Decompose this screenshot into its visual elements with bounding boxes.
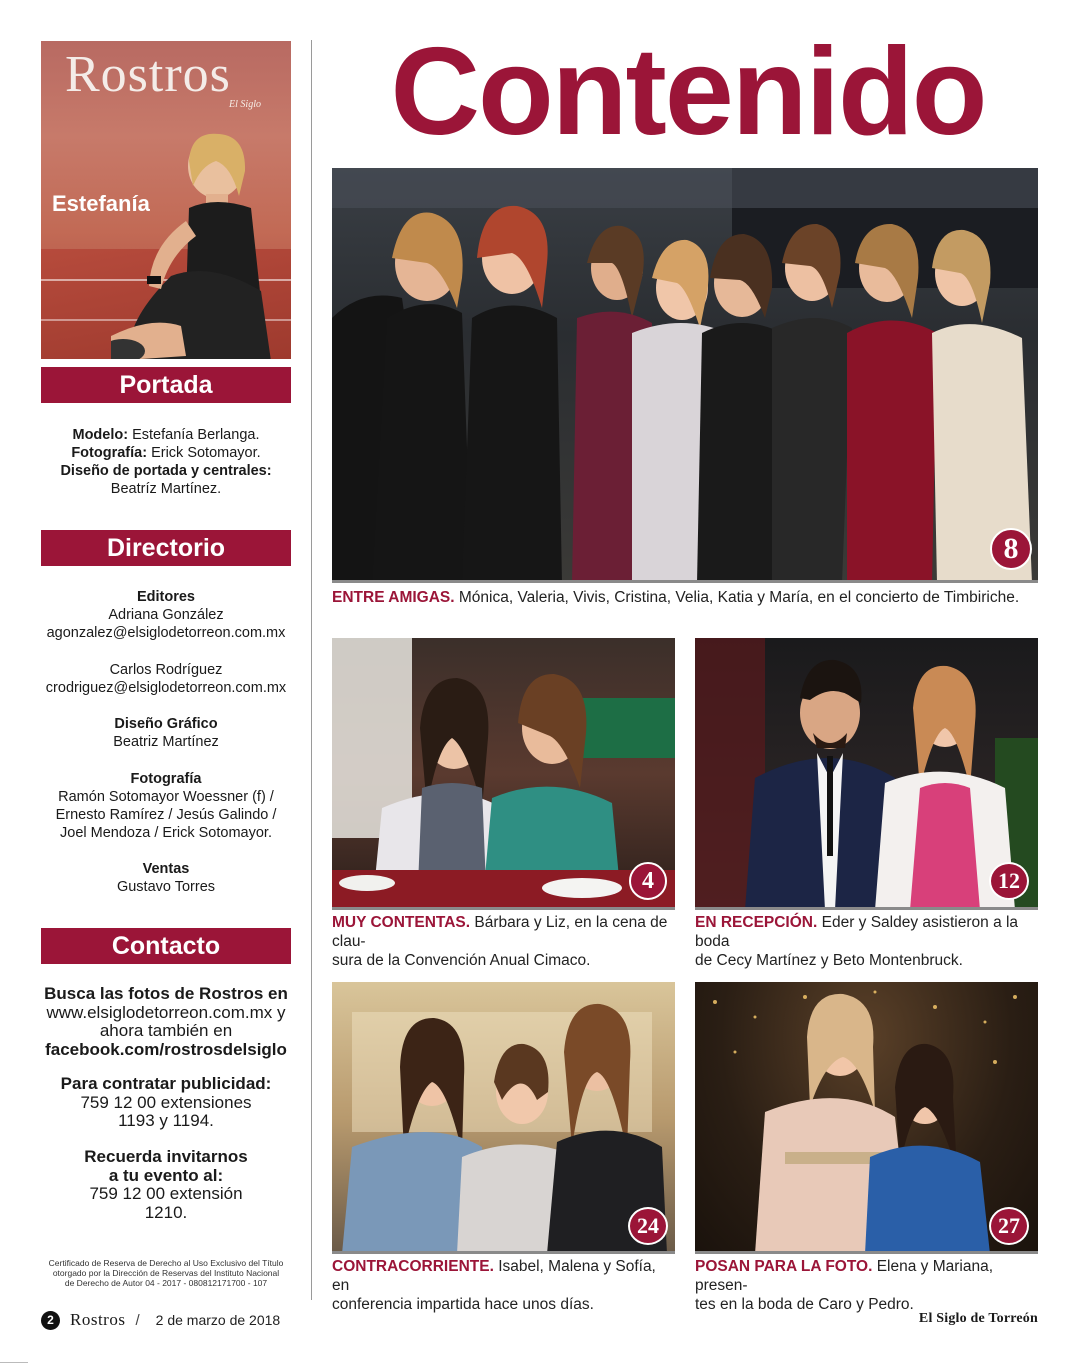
group-of-women (332, 168, 1038, 583)
three-girls (332, 982, 675, 1254)
editor-name: Adriana González (108, 607, 224, 623)
directorio-ventas (41, 860, 291, 896)
caption-lead: MUY CONTENTAS. (332, 914, 471, 931)
footer-publisher: El Siglo de Torreón (918, 1311, 1038, 1326)
contacto-heading: Contacto (41, 928, 291, 964)
legal-notice (41, 1258, 291, 1288)
contact-line: 1210. (144, 1202, 188, 1222)
fotografia-line: Ramón Sotomayor Woessner (f) / (58, 789, 274, 805)
cover-subbrand: El Siglo (229, 99, 261, 110)
photo-contracorriente[interactable] (332, 982, 675, 1254)
contact-line: Recuerda invitarnos (84, 1147, 248, 1166)
caption-text: Eder y Saldey asistieron a la boda (695, 914, 1019, 950)
page-title: Contenido (390, 23, 986, 161)
directorio-editor-2 (41, 661, 291, 697)
fotografia-line: Joel Mendoza / Erick Sotomayor. (60, 825, 272, 841)
directorio-editores (41, 588, 291, 642)
ventas-name: Gustavo Torres (116, 879, 216, 895)
credit-line-model: Modelo: Estefanía Berlanga. (72, 427, 260, 443)
page-badge: 27 (989, 1207, 1029, 1245)
caption-lead: CONTRACORRIENTE. (332, 1258, 494, 1275)
credit-line-design: Diseño de portada y centrales: (60, 463, 272, 479)
contact-line: Busca las fotos de Rostros en (44, 984, 288, 1003)
caption-posan-para-la-foto (695, 1257, 1038, 1314)
photo-muy-contentas[interactable] (332, 638, 675, 910)
contact-website[interactable]: www.elsiglodetorreon.com.mx y (46, 1002, 286, 1022)
footer-left (41, 1308, 280, 1332)
contacto-eventos (41, 1148, 291, 1222)
caption-muy-contentas (332, 913, 675, 970)
cover-image (41, 41, 291, 359)
footer-rule (0, 1362, 28, 1363)
page-badge: 12 (989, 862, 1029, 900)
caption-text: Isabel, Malena y Sofía, en (332, 1258, 656, 1294)
footer-date: 2 de marzo de 2018 (155, 1312, 281, 1328)
mother-daughter-wedding (695, 982, 1038, 1254)
caption-text: Elena y Mariana, presen- (695, 1258, 994, 1294)
two-women-dinner (332, 638, 675, 910)
editor-email[interactable]: agonzalez@elsiglodetorreon.com.mx (46, 625, 286, 641)
page-badge: 4 (629, 862, 667, 900)
contacto-publicidad (41, 1075, 291, 1131)
caption-entre-amigas (332, 588, 1038, 607)
directorio-fotografia (41, 770, 291, 842)
footer-brand: Rostros (70, 1310, 126, 1329)
diseno-name: Beatriz Martínez (113, 734, 219, 750)
legal-line: Certificado de Reserva de Derecho al Uso Exclusivo del Título (48, 1258, 284, 1268)
column-divider (311, 40, 312, 1300)
caption-text: conferencia impartida hace unos días. (332, 1296, 594, 1313)
editor-email[interactable]: crodriguez@elsiglodetorreon.com.mx (45, 680, 287, 696)
credit-line-photo: Fotografía: Erick Sotomayor. (71, 445, 261, 461)
photo-en-recepcion[interactable] (695, 638, 1038, 910)
caption-text: Mónica, Valeria, Vivis, Cristina, Velia, Katia y María, en el concierto de Timbiriche. (454, 589, 1020, 606)
contact-facebook[interactable]: facebook.com/rostrosdelsiglo (45, 1039, 287, 1059)
cover-model-name: Estefanía (52, 191, 150, 216)
fotografia-head: Fotografía (130, 771, 202, 787)
contact-line: Para contratar publicidad: (60, 1074, 272, 1093)
cover-brand: Rostros (65, 46, 231, 103)
legal-line: otorgado por la Dirección de Reservas del Instituto Nacional (52, 1268, 280, 1278)
editores-head: Editores (136, 589, 195, 605)
contact-phone: 759 12 00 extensiones (80, 1092, 252, 1112)
page-number: 2 (41, 1311, 60, 1330)
page-badge: 24 (628, 1207, 668, 1245)
credit-line-designer: Beatríz Martínez. (110, 481, 222, 497)
caption-text: de Cecy Martínez y Beto Montenbruck. (695, 952, 963, 969)
ventas-head: Ventas (142, 861, 190, 877)
caption-text: Bárbara y Liz, en la cena de clau- (332, 914, 668, 950)
contact-phone: 759 12 00 extensión (89, 1184, 243, 1203)
cover-model-figure (111, 126, 291, 359)
fotografia-line: Ernesto Ramírez / Jesús Galindo / (55, 807, 277, 823)
photo-entre-amigas[interactable] (332, 168, 1038, 583)
caption-lead: ENTRE AMIGAS. (332, 589, 455, 606)
caption-text: sura de la Convención Anual Cimaco. (332, 952, 591, 969)
directorio-diseno (41, 715, 291, 751)
footer-separator: / (135, 1311, 140, 1329)
caption-contracorriente (332, 1257, 675, 1314)
page-badge: 8 (990, 528, 1032, 570)
contact-line: 1193 y 1194. (118, 1111, 214, 1130)
couple-reception (695, 638, 1038, 910)
caption-en-recepcion (695, 913, 1038, 970)
caption-lead: EN RECEPCIÓN. (695, 914, 818, 931)
legal-line: de Derecho de Autor 04 - 2017 - 080812171700 - 107 (64, 1278, 268, 1288)
editor-name: Carlos Rodríguez (109, 662, 223, 678)
contacto-block (41, 985, 291, 1059)
caption-text: tes en la boda de Caro y Pedro. (695, 1296, 914, 1313)
contact-line: ahora también en (99, 1021, 233, 1040)
directorio-heading: Directorio (41, 530, 291, 566)
caption-lead: POSAN PARA LA FOTO. (695, 1258, 873, 1275)
photo-posan-para-la-foto[interactable] (695, 982, 1038, 1254)
contact-line: a tu evento al: (108, 1165, 224, 1185)
portada-credits (41, 426, 291, 498)
diseno-head: Diseño Gráfico (114, 716, 218, 732)
portada-heading: Portada (41, 367, 291, 403)
